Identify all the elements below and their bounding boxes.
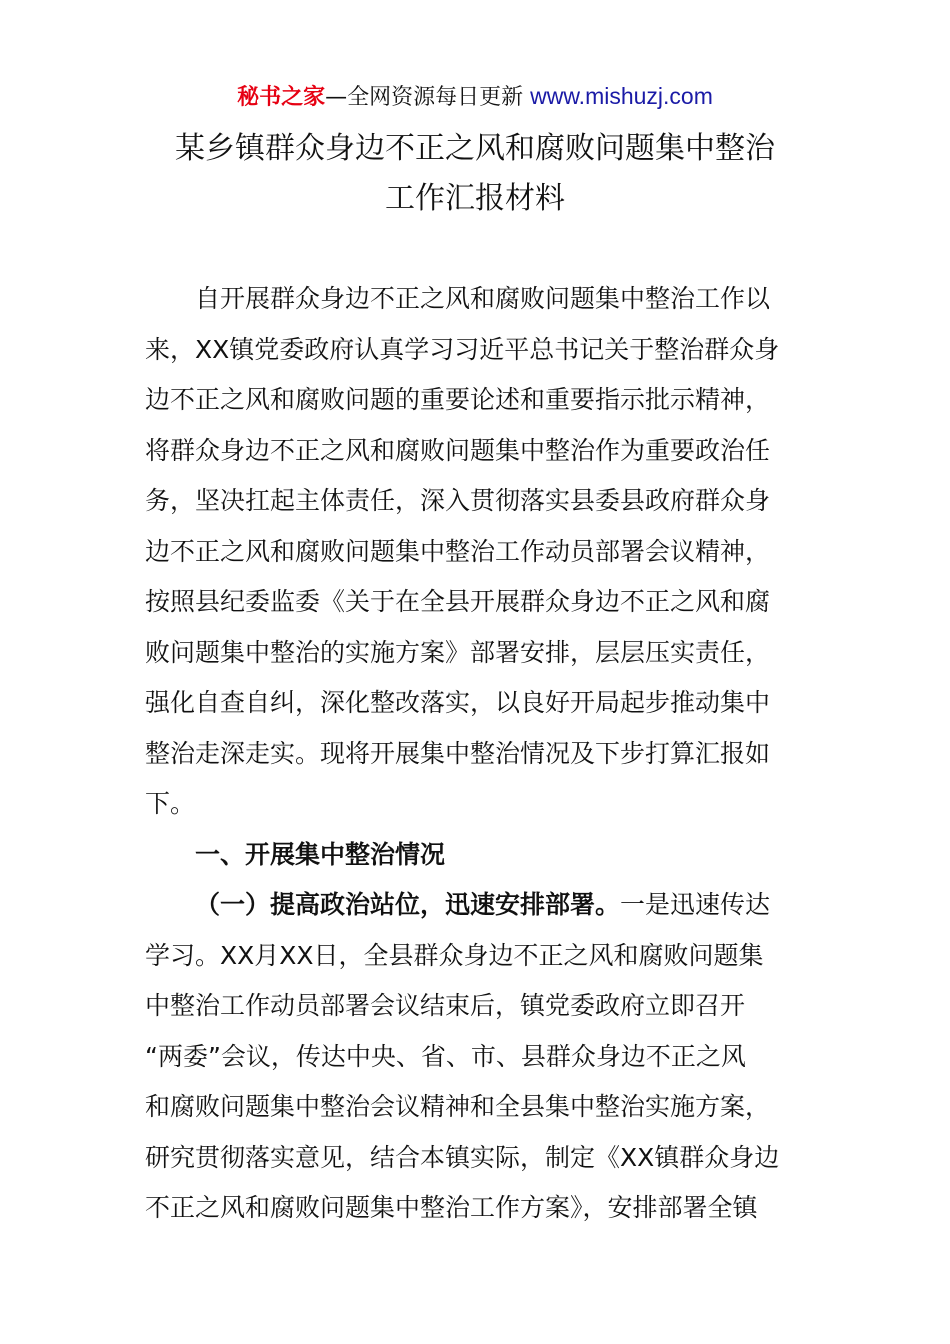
paragraph-line: 整治走深走实。现将开展集中整治情况及下步打算汇报如 <box>145 738 771 768</box>
paragraph-line: “两委”会议，传达中央、省、市、县群众身边不正之风 <box>145 1041 746 1071</box>
paragraph-line: 按照县纪委监委《关于在全县开展群众身边不正之风和腐 <box>145 587 771 616</box>
site-brand: 秘书之家 <box>237 85 326 110</box>
site-url-link[interactable]: www.mishuzj.com <box>530 83 713 109</box>
paragraph-line: 和腐败问题集中整治会议精神和全县集中整治实施方案， <box>145 1092 771 1121</box>
paragraph-line: 来，XX镇党委政府认真学习习近平总书记关于整治群众身 <box>145 334 780 364</box>
header-dash: — <box>325 85 348 110</box>
paragraph-line: 边不正之风和腐败问题集中整治工作动员部署会议精神， <box>145 536 771 566</box>
paragraph-line: 务，坚决扛起主体责任，深入贯彻落实县委县政府群众身 <box>145 486 771 515</box>
title-line-2: 工作汇报材料 <box>385 181 565 216</box>
paragraph-line: 下。 <box>145 789 196 818</box>
paragraph-line: 学习。XX月XX日，全县群众身边不正之风和腐败问题集 <box>145 940 764 970</box>
site-header <box>0 80 950 114</box>
paragraph-line: 研究贯彻落实意见，结合本镇实际，制定《XX镇群众身边 <box>145 1142 780 1172</box>
document-title <box>100 124 850 224</box>
paragraph-line: 强化自查自纠，深化整改落实，以良好开局起步推动集中 <box>145 688 771 717</box>
subsection-text: 一是迅速传达 <box>620 890 771 919</box>
document-body <box>145 274 810 1234</box>
site-tagline: 全网资源每日更新 <box>347 85 524 110</box>
subsection-line <box>145 880 810 931</box>
title-line-1: 某乡镇群众身边不正之风和腐败问题集中整治 <box>175 131 775 166</box>
section-heading: 一、开展集中整治情况 <box>195 839 446 869</box>
paragraph-line: 不正之风和腐败问题集中整治工作方案》，安排部署全镇 <box>145 1193 758 1222</box>
paragraph-line: 边不正之风和腐败问题的重要论述和重要指示批示精神， <box>145 385 771 414</box>
subsection-heading: （一）提高政治站位，迅速安排部署。 <box>195 890 621 919</box>
paragraph-line: 中整治工作动员部署会议结束后，镇党委政府立即召开 <box>145 991 746 1020</box>
paragraph-line: 自开展群众身边不正之风和腐败问题集中整治工作以 <box>195 284 771 313</box>
paragraph-line: 败问题集中整治的实施方案》部署安排，层层压实责任， <box>145 637 771 667</box>
paragraph-line: 将群众身边不正之风和腐败问题集中整治作为重要政治任 <box>145 435 771 465</box>
